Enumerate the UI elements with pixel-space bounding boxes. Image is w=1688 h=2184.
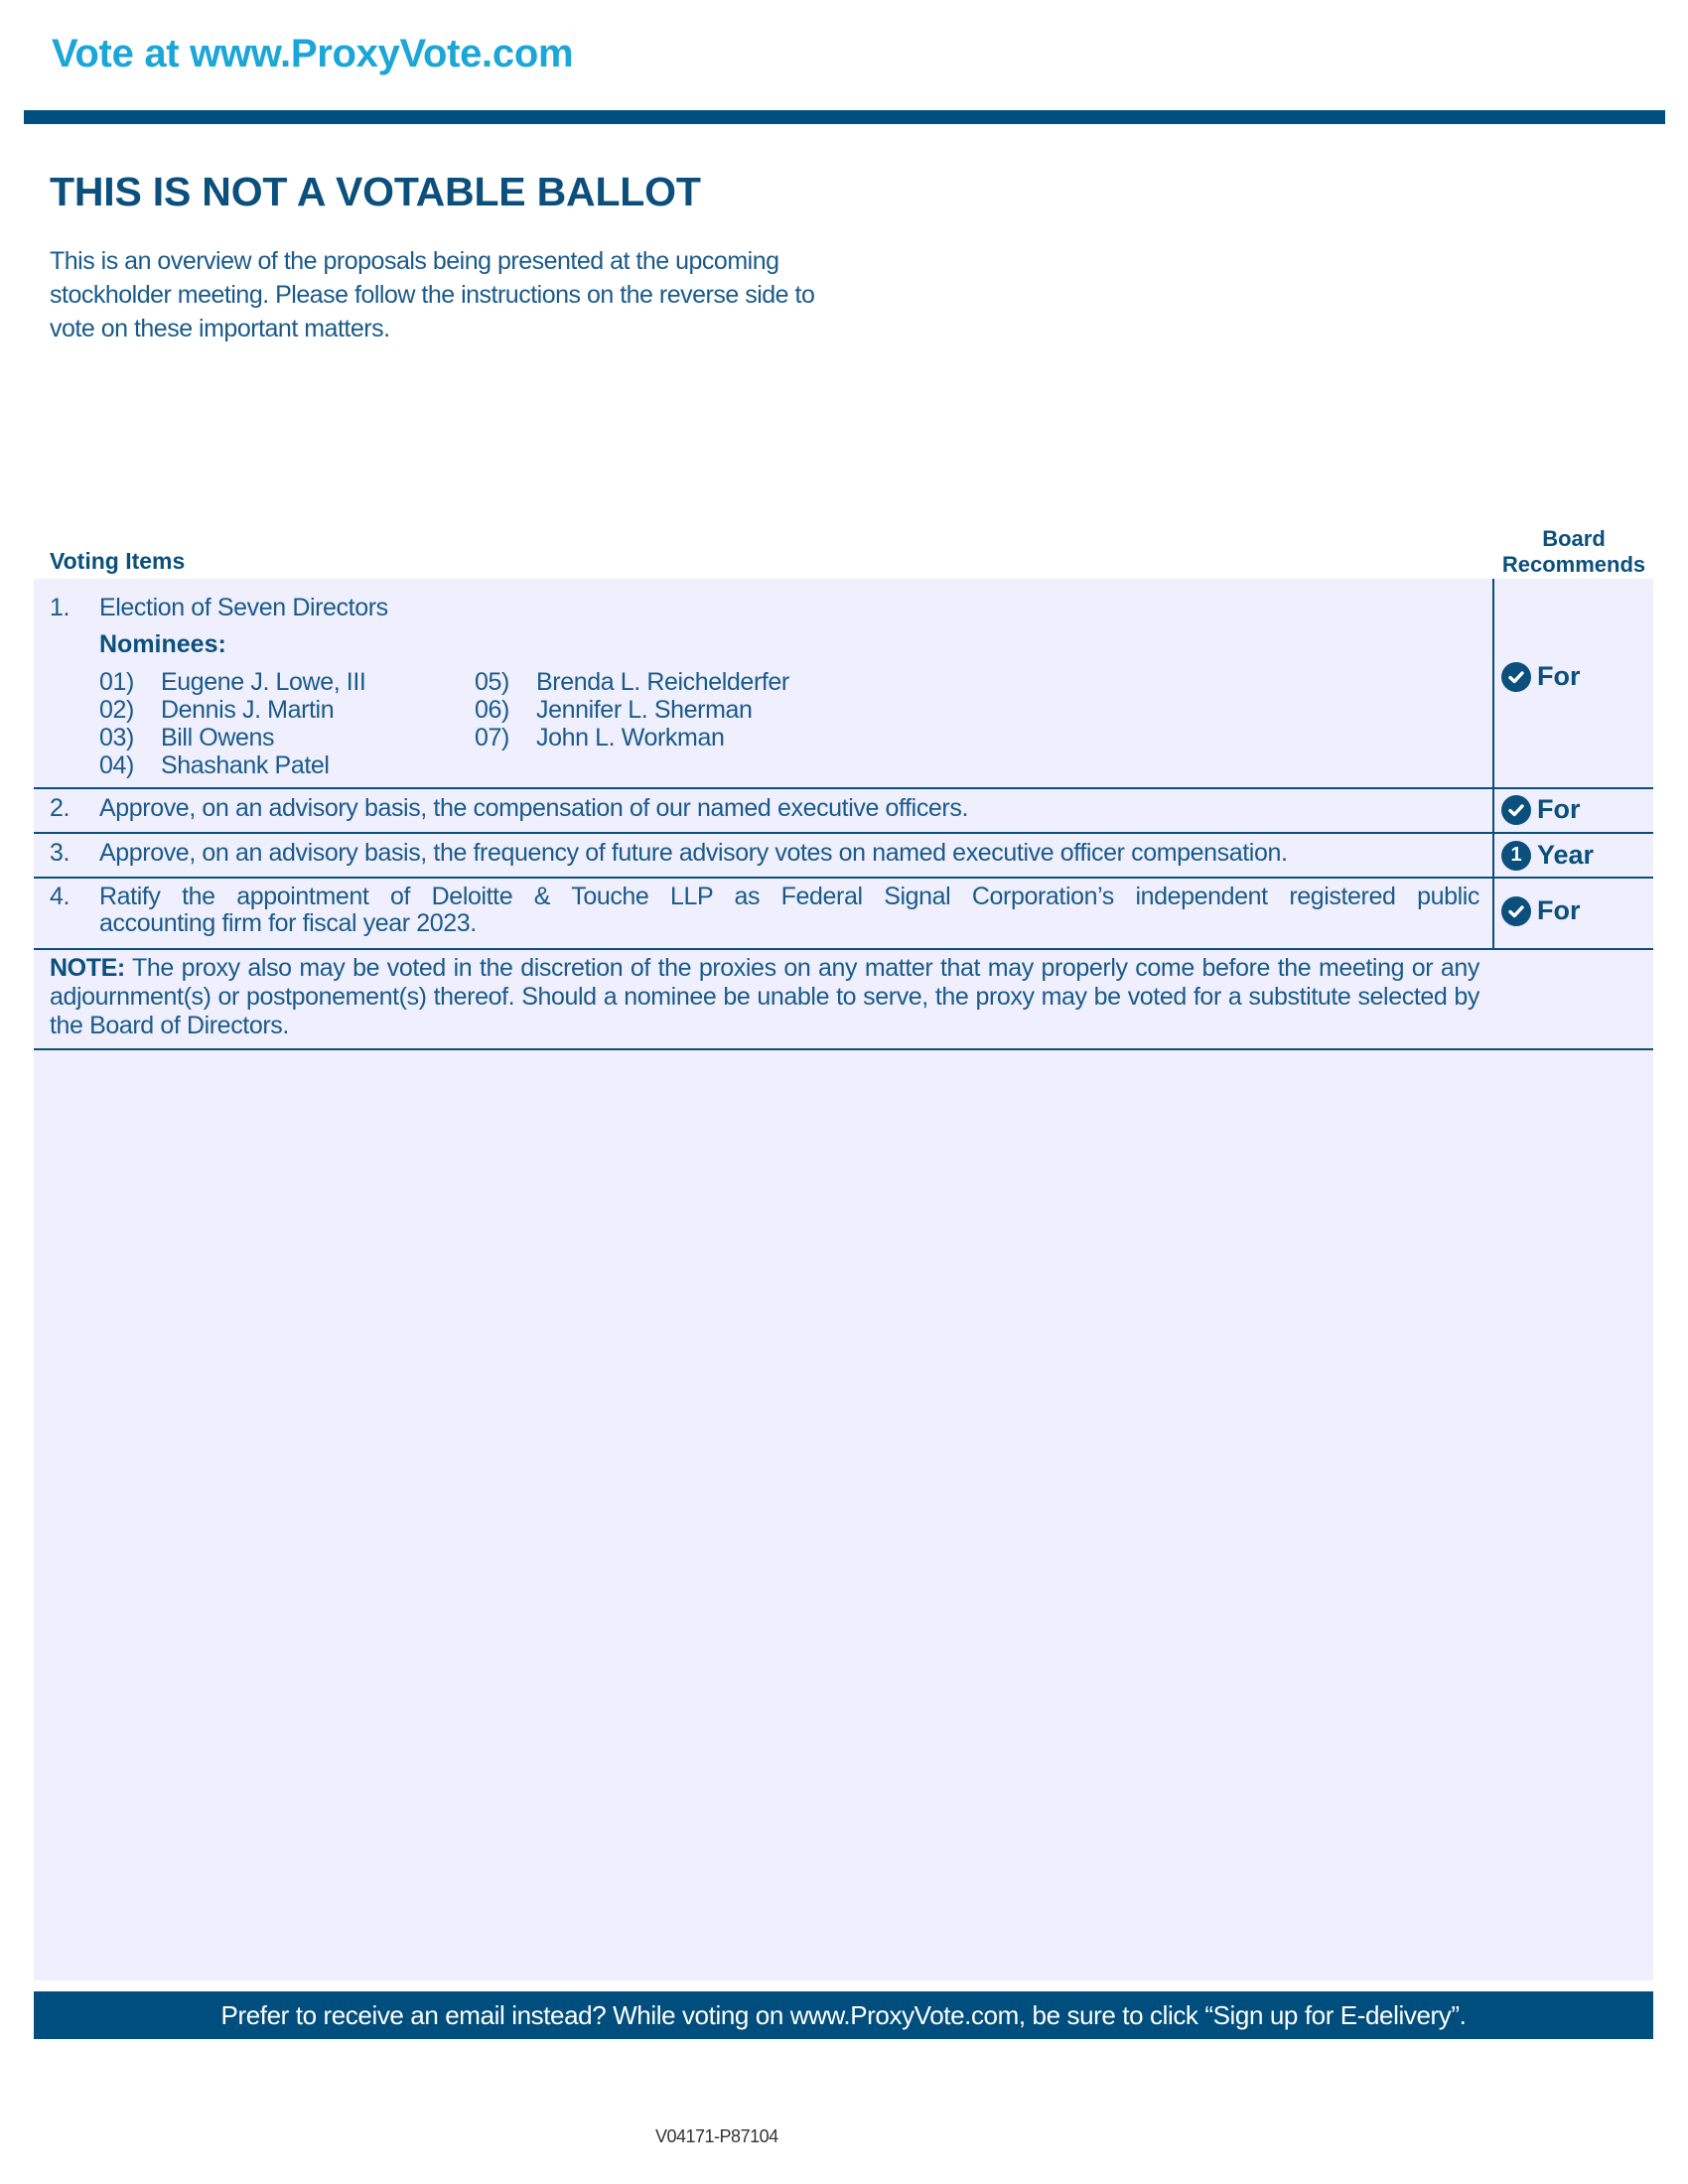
check-circle-icon xyxy=(1501,896,1531,926)
voting-items-header: Voting Items xyxy=(50,548,186,574)
recommendation-for: For xyxy=(1501,895,1581,926)
item-number: 3. xyxy=(50,839,70,867)
nominee: 04) Shashank Patel xyxy=(99,751,330,779)
e-delivery-banner xyxy=(34,1991,1653,2039)
e-delivery-text: Prefer to receive an email instead? While voting on www.ProxyVote.com, be sure to click “Sign up for E-delivery”. xyxy=(220,1999,1467,2030)
item-text-line1: Ratify the appointment of Deloitte & Touche LLP as Federal Signal Corporation’s independent registered public xyxy=(99,883,1479,910)
item-number: 1. xyxy=(50,594,70,621)
intro-paragraph: This is an overview of the proposals being presented at the upcoming stockholder meeting. Please follow the instructions on the reverse side to vote on these important matters. xyxy=(50,247,815,342)
board-recommends-line2: Recommends xyxy=(1501,552,1646,577)
nominee: 03) Bill Owens xyxy=(99,724,275,751)
note-label: NOTE: xyxy=(50,954,125,982)
row-divider xyxy=(34,948,1653,950)
item-text: Election of Seven Directors xyxy=(99,594,388,621)
nominees-column-left xyxy=(99,668,365,779)
note-paragraph xyxy=(50,954,1479,1040)
item-text: Approve, on an advisory basis, the compensation of our named executive officers. xyxy=(99,794,968,822)
recommendation-for: For xyxy=(1501,661,1581,692)
nominee: 06) Jennifer L. Sherman xyxy=(475,696,753,724)
document-code: V04171-P87104 xyxy=(655,2126,778,2146)
board-recommends-line1: Board xyxy=(1542,526,1606,551)
nominee: 01) Eugene J. Lowe, III xyxy=(99,668,366,696)
recommendation-for: For xyxy=(1501,794,1581,825)
nominee: 05) Brenda L. Reichelderfer xyxy=(475,668,789,696)
row-divider xyxy=(34,832,1653,834)
recommendation-1-year: 1 Year xyxy=(1501,840,1594,871)
item-text: Approve, on an advisory basis, the frequency of future advisory votes on named executive officer compensation. xyxy=(99,839,1288,867)
row-divider xyxy=(34,1048,1653,1050)
note-text: The proxy also may be voted in the discretion of the proxies on any matter that may properly come before the meeting or any adjournment(s) or postponement(s) thereof. Should a nominee be unable to serve, the proxy may be voted for a substitute selected by the Board of Directors. xyxy=(50,954,1479,1039)
row-divider xyxy=(34,877,1653,879)
header-divider-bar xyxy=(24,110,1665,124)
nominees-label: Nominees: xyxy=(99,630,226,658)
nominee: 02) Dennis J. Martin xyxy=(99,696,335,724)
item-number: 4. xyxy=(50,883,70,910)
check-circle-icon xyxy=(1501,795,1531,825)
page-title: THIS IS NOT A VOTABLE BALLOT xyxy=(50,169,701,214)
item-number: 2. xyxy=(50,794,70,822)
vote-at-proxyvote-link[interactable]: Vote at www.ProxyVote.com xyxy=(52,32,574,75)
check-circle-icon xyxy=(1501,662,1531,692)
board-recommends-header xyxy=(1494,526,1653,578)
nominee: 07) John L. Workman xyxy=(475,724,725,751)
nominees-column-right xyxy=(475,668,789,751)
item-text-line2: accounting firm for fiscal year 2023. xyxy=(99,909,477,937)
number-one-circle-icon: 1 xyxy=(1501,841,1531,871)
row-divider xyxy=(34,787,1653,789)
column-divider xyxy=(1492,579,1494,948)
